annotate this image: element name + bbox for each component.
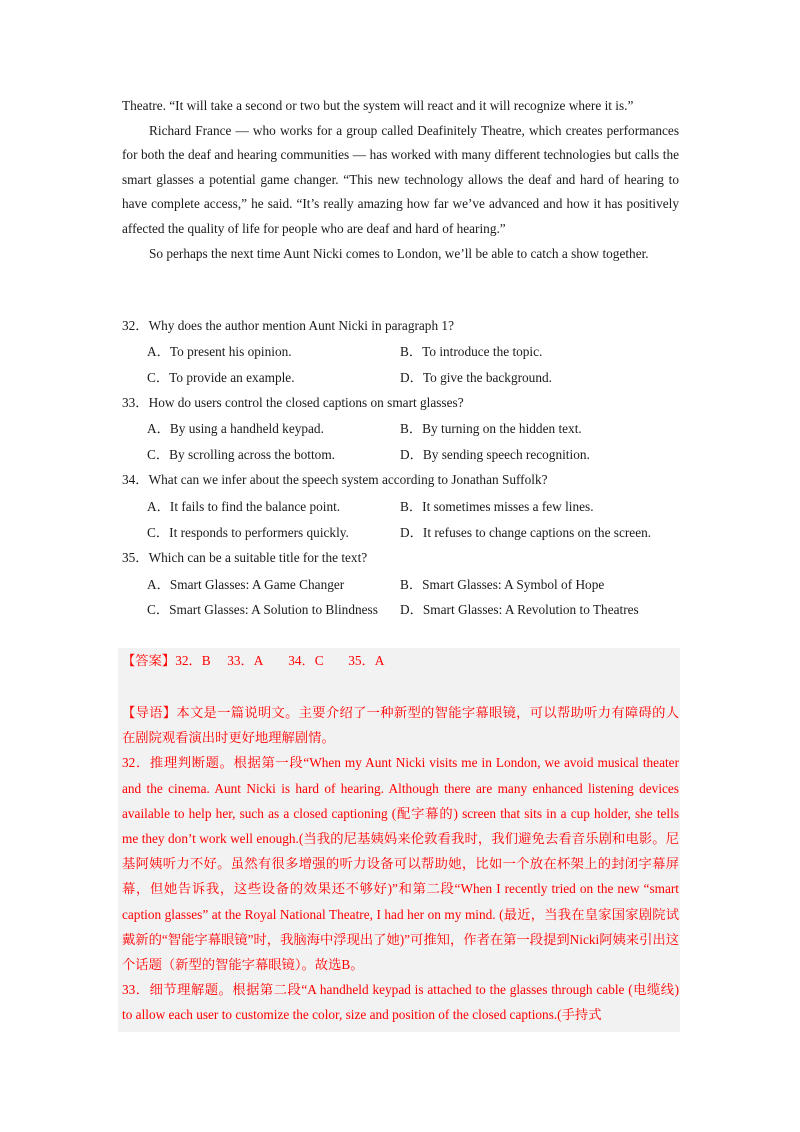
- question-33-option-b[interactable]: B．By turning on the hidden text.: [400, 421, 582, 436]
- answer-item-33: 33．A: [227, 653, 264, 668]
- question-32-option-d[interactable]: D．To give the background.: [400, 370, 552, 385]
- question-34-option-a[interactable]: A．It fails to find the balance point.: [147, 499, 341, 514]
- analysis: [122, 700, 679, 1028]
- passage: [122, 94, 679, 266]
- question-32-option-b[interactable]: B．To introduce the topic.: [400, 344, 543, 359]
- question-32-option-a[interactable]: A．To present his opinion.: [147, 344, 292, 359]
- answer-line: [122, 651, 384, 671]
- question-34-option-b[interactable]: B．It sometimes misses a few lines.: [400, 499, 594, 514]
- analysis-guide: 【导语】本文是一篇说明文。主要介绍了一种新型的智能字幕眼镜，可以帮助听力有障碍的人在剧院观看演出时更好地理解剧情。: [122, 705, 679, 746]
- passage-paragraph-richard-france: Richard France — who works for a group called Deafinitely Theatre, which creates performances for both the deaf and hearing communities — has worked with many different technologies but calls the smart glasses a potential game changer. “This new technology allows the deaf and hard of hearing to have complete access,” he said. “It’s really amazing how far we’ve advanced and how it has positively affected the quality of life for people who are deaf and hard of hearing.”: [122, 122, 679, 236]
- passage-paragraph-final: So perhaps the next time Aunt Nicki comes to London, we’ll be able to catch a show together.: [149, 245, 649, 261]
- question-35-option-b[interactable]: B．Smart Glasses: A Symbol of Hope: [400, 577, 605, 592]
- question-34-stem: 34．What can we infer about the speech system according to Jonathan Suffolk?: [122, 472, 548, 487]
- answer-item-34: 34．C: [288, 653, 324, 668]
- question-34-option-d[interactable]: D．It refuses to change captions on the screen.: [400, 525, 652, 540]
- answer-item-35: 35．A: [348, 653, 385, 668]
- analysis-question-33: 33．细节理解题。根据第二段“A handheld keypad is attached to the glasses through cable (电缆线) to allow each user to customize the color, size and position of the closed captions.(手持式: [122, 982, 679, 1023]
- question-34-option-c[interactable]: C．It responds to performers quickly.: [147, 525, 349, 540]
- question-33-stem: 33．How do users control the closed captions on smart glasses?: [122, 395, 464, 410]
- question-32-option-c[interactable]: C．To provide an example.: [147, 370, 295, 385]
- question-33-option-a[interactable]: A．By using a handheld keypad.: [147, 421, 324, 436]
- question-33-option-c[interactable]: C．By scrolling across the bottom.: [147, 447, 335, 462]
- question-35-option-d[interactable]: D．Smart Glasses: A Revolution to Theatres: [400, 602, 639, 617]
- answer-label: 【答案】: [122, 653, 176, 668]
- question-35-stem: 35．Which can be a suitable title for the text?: [122, 550, 368, 565]
- passage-paragraph-continued: Theatre. “It will take a second or two but the system will react and it will recognize where it is.”: [122, 98, 634, 113]
- analysis-question-32: 32．推理判断题。根据第一段“When my Aunt Nicki visits me in London, we avoid musical theater and the cinema. Aunt Nicki is hard of hearing. Although there are many enhanced listening devices available to help her, such as a closed captioning (配字幕的) screen that sits in a cup holder, she tells me they don’t work well enough.(当我的尼基姨妈来伦敦看我时，我们避免去看音乐剧和电影。尼基阿姨听力不好。虽然有很多增强的听力设备可以帮助她，比如一个放在杯架上的封闭字幕屏幕，但她告诉我，这些设备的效果还不够好)”和第二段“When I recently tried on the new “smart caption glasses” at the Royal National Theatre, I had her on my mind. (最近，当我在皇家国家剧院试戴新的“智能字幕眼镜”时，我脑海中浮现出了她)”可推知，作者在第一段提到Nicki阿姨来引出这个话题（新型的智能字幕眼镜）。故选B。: [122, 755, 679, 973]
- question-35-option-a[interactable]: A．Smart Glasses: A Game Changer: [147, 577, 345, 592]
- answer-item-32: 32．B: [175, 653, 211, 668]
- question-32-stem: 32．Why does the author mention Aunt Nicki in paragraph 1?: [122, 318, 454, 333]
- question-33-option-d[interactable]: D．By sending speech recognition.: [400, 447, 590, 462]
- question-35-option-c[interactable]: C．Smart Glasses: A Solution to Blindness: [147, 602, 378, 617]
